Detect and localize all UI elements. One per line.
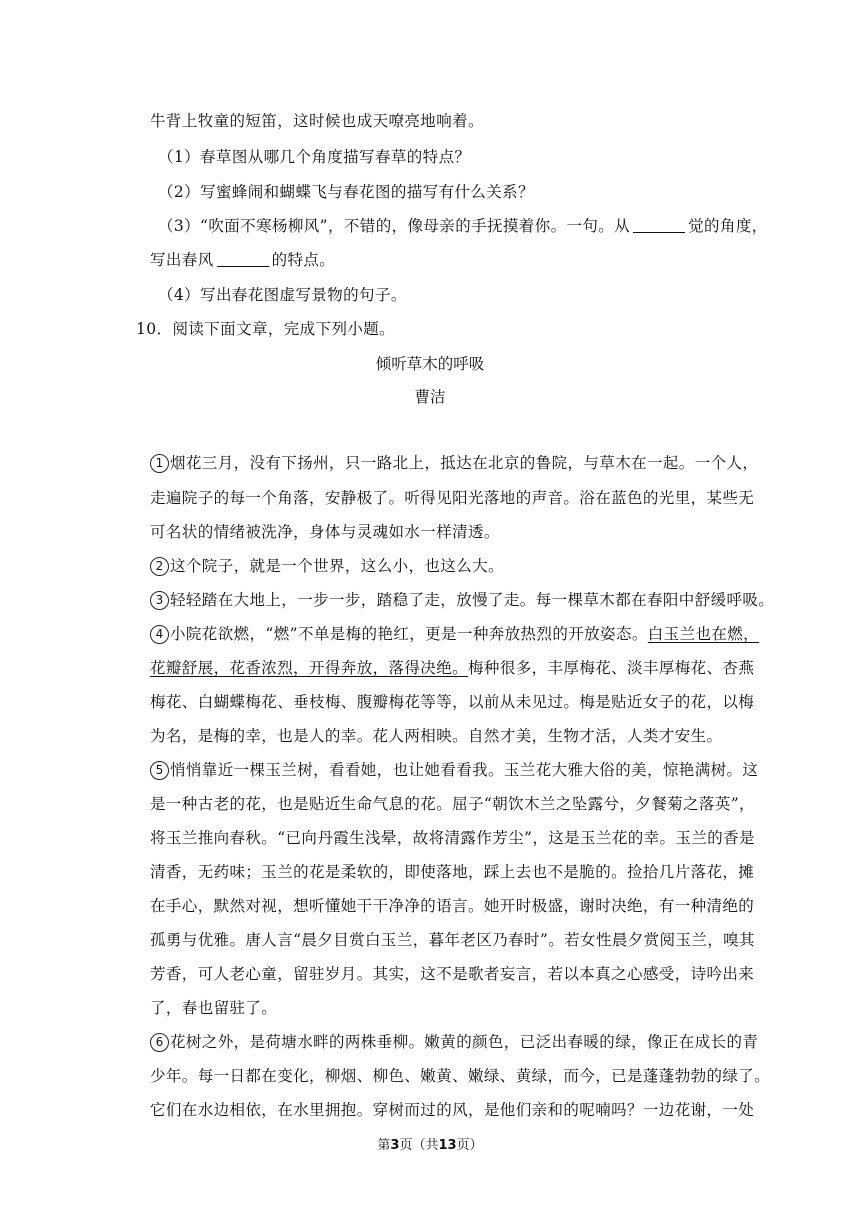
paragraph-6-line-3: 它们在水边相依，在水里拥抱。穿树而过的风，是他们亲和的呢喃吗？一边花谢，一处 xyxy=(150,1101,755,1119)
paragraph-number-3: 3 xyxy=(150,591,169,610)
question-3-text-b: 觉的角度， xyxy=(688,217,768,235)
paragraph-5-line-3: 将玉兰推向春秋。“已向丹霞生浅晕，故将清露作芳尘”，这是玉兰花的幸。玉兰的香是 xyxy=(150,829,755,847)
question-3-text-a: （3）“吹面不寒杨柳风”，不错的，像母亲的手抚摸着你。一句。从 xyxy=(158,217,631,235)
question-4: （4）写出春花图虚写景物的句子。 xyxy=(158,286,407,304)
question-3-text-d: 的特点。 xyxy=(271,251,336,269)
paragraph-number-6: 6 xyxy=(150,1033,169,1052)
article-author: 曹洁 xyxy=(414,388,446,406)
paragraph-4-line-2-text: 梅种很多，丰厚梅花、淡丰厚梅花、杏燕 xyxy=(468,659,755,677)
page-footer xyxy=(0,1138,860,1154)
paragraph-4-line-1 xyxy=(150,624,759,644)
paragraph-1-line-2: 走遍院子的每一个角落，安静极了。听得见阳光落地的声音。浴在蓝色的光里，某些无 xyxy=(150,489,755,507)
paragraph-5-line-2: 是一种古老的花，也是贴近生命气息的花。屈子“朝饮木兰之坠露兮，夕餐菊之落英”， xyxy=(150,795,755,813)
footer-suffix: 页） xyxy=(456,1138,483,1153)
footer-prefix: 第 xyxy=(377,1138,391,1153)
paragraph-5-line-5: 在手心，默然对视，想听懂她干干净净的语言。她开时极盛，谢时决绝，有一种清绝的 xyxy=(150,897,755,915)
paragraph-2-line-1 xyxy=(150,556,504,576)
paragraph-6-text: 花树之外，是荷塘水畔的两株垂柳。嫩黄的颜色，已泛出春暖的绿，像正在成长的青 xyxy=(170,1033,759,1051)
paragraph-5-line-7: 芳香，可人老心童，留驻岁月。其实，这不是歌者妄言，若以本真之心感受，诗吟出来 xyxy=(150,965,755,983)
paragraph-6-line-2: 少年。每一日都在变化，柳烟、柳色、嫩黄、嫩绿、黄绿，而今，已是蓬蓬勃勃的绿了。 xyxy=(150,1067,771,1085)
answer-blank-1[interactable] xyxy=(633,216,685,233)
paragraph-number-4: 4 xyxy=(150,625,169,644)
paragraph-6-line-1 xyxy=(150,1032,758,1052)
question-3-continued xyxy=(150,250,335,270)
paragraph-1-text: 烟花三月，没有下扬州，只一路北上，抵达在北京的鲁院，与草木在一起。一个人， xyxy=(170,454,759,472)
question-1: （1）春草图从哪几个角度描写春草的特点？ xyxy=(158,148,471,166)
answer-blank-2[interactable] xyxy=(217,250,269,267)
question-3-text-c: 写出春风 xyxy=(150,251,214,269)
paragraph-4-line-3: 梅花、白蝴蝶梅花、垂枝梅、腹瓣梅花等等，以前从未见过。梅是贴近女子的花，以梅 xyxy=(150,693,755,711)
paragraph-5-text: 悄悄靠近一棵玉兰树，看看她，也让她看看我。玉兰花大雅大俗的美，惊艳满树。这 xyxy=(170,761,759,779)
question-3 xyxy=(158,216,768,236)
paragraph-4-line-2 xyxy=(150,658,754,678)
footer-middle: 页（共 xyxy=(399,1138,439,1153)
item-10 xyxy=(136,319,395,339)
paragraph-5-line-6: 孤勇与优雅。唐人言“晨夕目赏白玉兰，暮年老区乃春时”。若女性晨夕赏阅玉兰，嗅其 xyxy=(150,931,755,949)
paragraph-5-line-8: 了，春也留驻了。 xyxy=(150,999,278,1017)
item-10-instruction: 阅读下面文章，完成下列小题。 xyxy=(172,320,396,338)
total-page-count: 13 xyxy=(438,1138,457,1153)
underlined-sentence-part-2: 花瓣舒展，花香浓烈，开得奔放，落得决绝。 xyxy=(150,659,469,677)
paragraph-4-line-4: 为名，是梅的幸，也是人的幸。花人两相映。自然才美，生物才活，人类才安生。 xyxy=(150,727,723,745)
paragraph-number-1: 1 xyxy=(150,454,169,473)
article-title: 倾听草木的呼吸 xyxy=(375,355,485,373)
paragraph-3-line-1 xyxy=(150,590,774,610)
current-page-number: 3 xyxy=(390,1138,400,1153)
paragraph-number-5: 5 xyxy=(150,761,169,780)
paragraph-4-text: 小院花欲燃，“燃”不单是梅的艳红，更是一种奔放热烈的开放姿态。 xyxy=(170,625,648,643)
item-10-number: 10． xyxy=(136,320,173,338)
paragraph-3-text: 轻轻踏在大地上，一步一步，踏稳了走，放慢了走。每一棵草木都在春阳中舒缓呼吸。 xyxy=(170,591,775,609)
paragraph-1-line-1 xyxy=(150,453,758,473)
paragraph-5-line-1 xyxy=(150,760,758,780)
paragraph-2-text: 这个院子，就是一个世界，这么小，也这么大。 xyxy=(170,557,504,575)
underlined-sentence-part-1: 白玉兰也在燃， xyxy=(647,625,760,643)
passage-continuation: 牛背上牧童的短笛，这时候也成天嘹亮地响着。 xyxy=(150,112,484,130)
paragraph-5-line-4: 清香，无药味；玉兰的花是柔软的，即使落地，踩上去也不是脆的。捡拾几片落花，摊 xyxy=(150,863,755,881)
paragraph-1-line-3: 可名状的情绪被洗净，身体与灵魂如水一样清透。 xyxy=(150,523,500,541)
paragraph-number-2: 2 xyxy=(150,557,169,576)
question-2: （2）写蜜蜂闹和蝴蝶飞与春花图的描写有什么关系？ xyxy=(158,183,534,201)
